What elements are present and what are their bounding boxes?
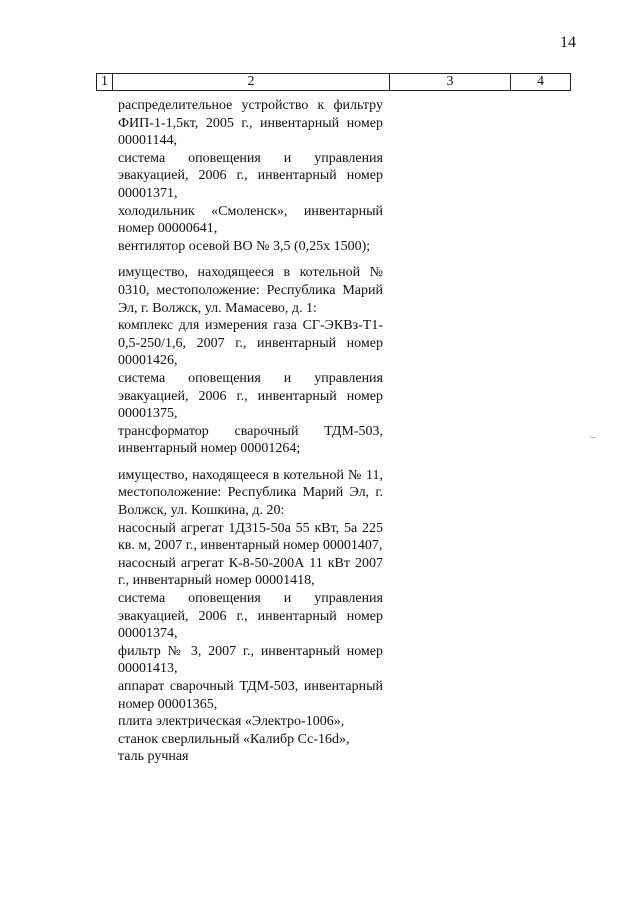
list-item: таль ручная bbox=[118, 749, 189, 765]
group-2 bbox=[118, 264, 383, 458]
list-item: вентилятор осевой ВО № 3,5 (0,25х 1500); bbox=[118, 238, 371, 254]
column-header-1: 1 bbox=[97, 74, 113, 91]
group-heading: имущество, находящееся в котельной № 0310, местоположение: Республика Марий Эл, г. Волжск, ул. Мамасево, д. 1: bbox=[118, 265, 383, 316]
list-item: система оповещения и управления эвакуацией, 2006 г., инвентарный номер 00001371, bbox=[118, 150, 383, 201]
list-item: распределительное устройство к фильтру ФИП-1-1,5кт, 2005 г., инвентарный номер 00001144, bbox=[118, 98, 383, 149]
group-3 bbox=[118, 467, 383, 766]
list-item: насосный агрегат 1Д315-50а 55 кВт, 5а 225 кв. м, 2007 г., инвентарный номер 00001407, bbox=[118, 520, 383, 554]
property-list bbox=[118, 97, 383, 775]
list-item: система оповещения и управления эвакуацией, 2006 г., инвентарный номер 00001375, bbox=[118, 370, 383, 422]
list-item: система оповещения и управления эвакуацией, 2006 г., инвентарный номер 00001374, bbox=[118, 591, 383, 642]
list-item: аппарат сварочный ТДМ-503, инвентарный номер 00001365, bbox=[118, 679, 383, 712]
scan-mark bbox=[590, 437, 596, 438]
list-item: фильтр № 3, 2007 г., инвентарный номер 00001413, bbox=[118, 643, 383, 677]
list-item: плита электрическая «Электро-1006», bbox=[118, 714, 345, 730]
list-item: холодильник «Смоленск», инвентарный номер 00000641, bbox=[118, 203, 383, 237]
list-item: станок сверлильный «Калибр Сс-16d», bbox=[118, 731, 350, 747]
list-item: комплекс для измерения газа СГ-ЭКВз-Т1-0,5-250/1,6, 2007 г., инвентарный номер 00001426, bbox=[118, 318, 383, 369]
column-header-3: 3 bbox=[390, 74, 511, 91]
column-header-4: 4 bbox=[511, 74, 571, 91]
column-header-2: 2 bbox=[113, 74, 390, 91]
table-header-row bbox=[96, 73, 571, 91]
group-heading: имущество, находящееся в котельной № 11, местоположение: Республика Марий Эл, г. Волжск, ул. Кошкина, д. 20: bbox=[118, 467, 383, 519]
group-1 bbox=[118, 97, 383, 255]
list-item: трансформатор сварочный ТДМ-503, инвентарный номер 00001264; bbox=[118, 423, 383, 457]
page-number: 14 bbox=[560, 34, 576, 51]
list-item: насосный агрегат К-8-50-200А 11 кВт 2007 г., инвентарный номер 00001418, bbox=[118, 555, 383, 589]
